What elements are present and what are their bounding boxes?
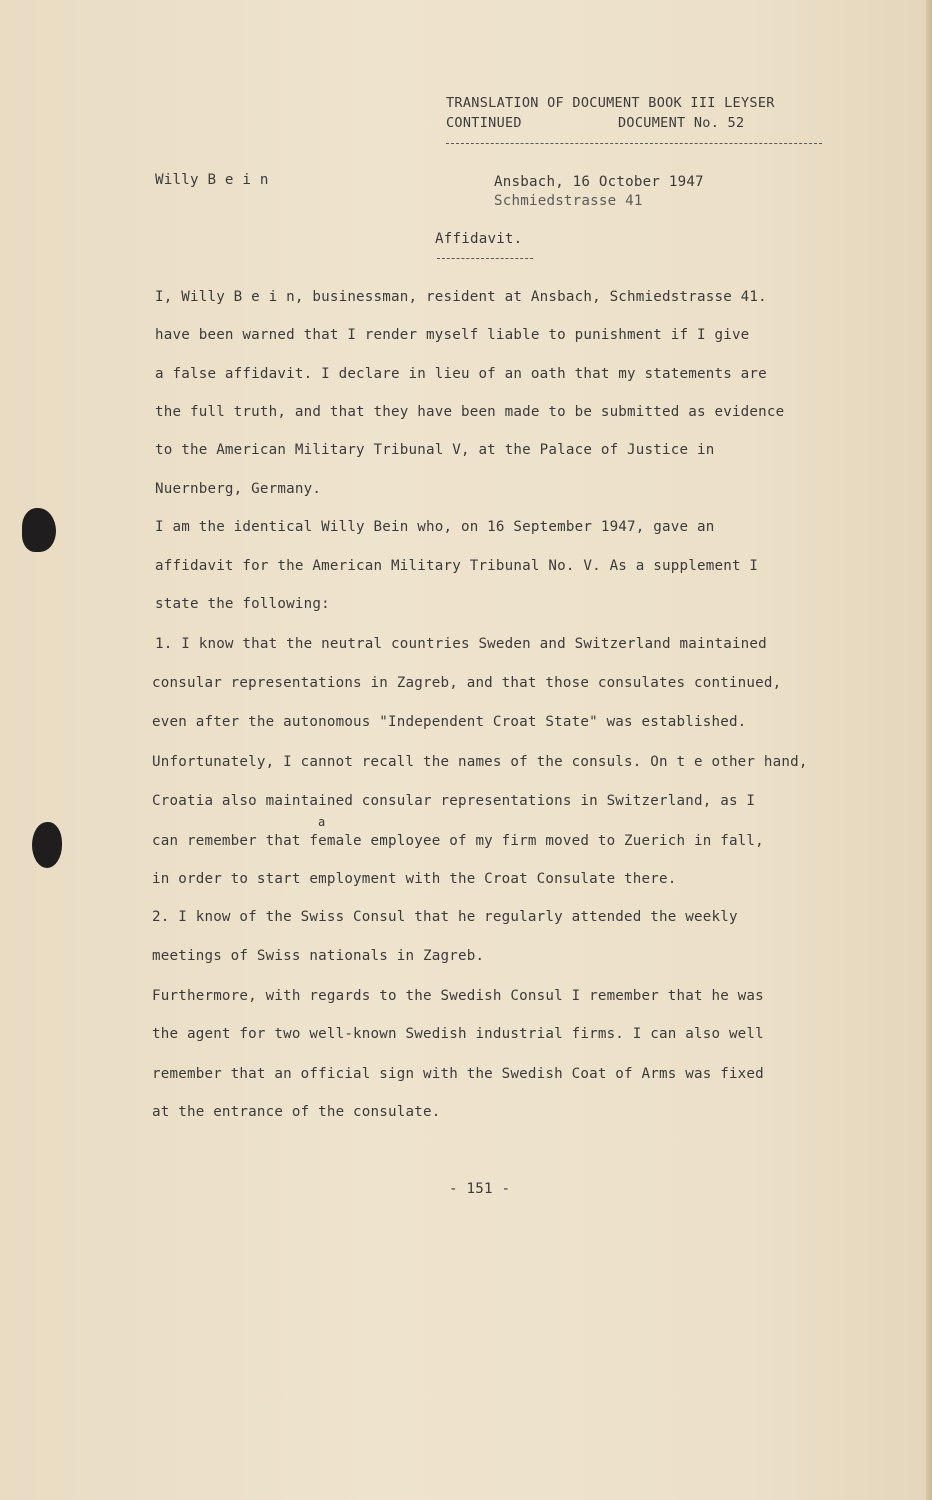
handwritten-insert: a bbox=[318, 815, 326, 829]
body-line: to the American Military Tribunal V, at the Palace of Justice in bbox=[155, 442, 715, 458]
body-line: Unfortunately, I cannot recall the names of the consuls. On t e other hand, bbox=[152, 754, 808, 770]
body-line: at the entrance of the consulate. bbox=[152, 1104, 441, 1120]
body-line: the agent for two well-known Swedish industrial firms. I can also well bbox=[152, 1026, 764, 1042]
body-line: I, Willy B e i n, businessman, resident at Ansbach, Schmiedstrasse 41. bbox=[155, 289, 767, 305]
body-line: Croatia also maintained consular representations in Switzerland, as I bbox=[152, 793, 756, 809]
body-line: consular representations in Zagreb, and that those consulates continued, bbox=[152, 675, 782, 691]
header-line-1: TRANSLATION OF DOCUMENT BOOK III LEYSER bbox=[446, 95, 775, 111]
body-line: Furthermore, with regards to the Swedish Consul I remember that he was bbox=[152, 988, 764, 1004]
header-underline bbox=[446, 143, 822, 144]
punch-hole bbox=[22, 508, 56, 552]
body-line: the full truth, and that they have been made to be submitted as evidence bbox=[155, 404, 785, 420]
body-line: remember that an official sign with the Swedish Coat of Arms was fixed bbox=[152, 1066, 764, 1082]
body-line: can remember that female employee of my firm moved to Zuerich in fall, bbox=[152, 833, 764, 849]
punch-hole bbox=[32, 822, 62, 868]
body-line: 2. I know of the Swiss Consul that he regularly attended the weekly bbox=[152, 909, 738, 925]
body-line: I am the identical Willy Bein who, on 16 September 1947, gave an bbox=[155, 519, 715, 535]
body-line: even after the autonomous "Independent Croat State" was established. bbox=[152, 714, 747, 730]
body-line: Nuernberg, Germany. bbox=[155, 481, 322, 497]
body-line: 1. I know that the neutral countries Sweden and Switzerland maintained bbox=[155, 636, 767, 652]
body-line: meetings of Swiss nationals in Zagreb. bbox=[152, 948, 485, 964]
header-continued: CONTINUED bbox=[446, 115, 522, 131]
title-underline bbox=[437, 258, 533, 259]
page-number: - 151 - bbox=[449, 1181, 511, 1197]
address-line: Schmiedstrasse 41 bbox=[494, 193, 643, 209]
body-line: state the following: bbox=[155, 596, 330, 612]
body-line: a false affidavit. I declare in lieu of an oath that my statements are bbox=[155, 366, 767, 382]
header-document-number: DOCUMENT No. 52 bbox=[618, 115, 745, 131]
body-line: affidavit for the American Military Tribunal No. V. As a supplement I bbox=[155, 558, 759, 574]
author-name: Willy B e i n bbox=[155, 172, 269, 188]
place-date: Ansbach, 16 October 1947 bbox=[494, 174, 704, 190]
body-line: in order to start employment with the Croat Consulate there. bbox=[152, 871, 677, 887]
document-title: Affidavit. bbox=[435, 231, 523, 247]
body-line: have been warned that I render myself liable to punishment if I give bbox=[155, 327, 750, 343]
page-edge-shadow bbox=[926, 0, 932, 1500]
